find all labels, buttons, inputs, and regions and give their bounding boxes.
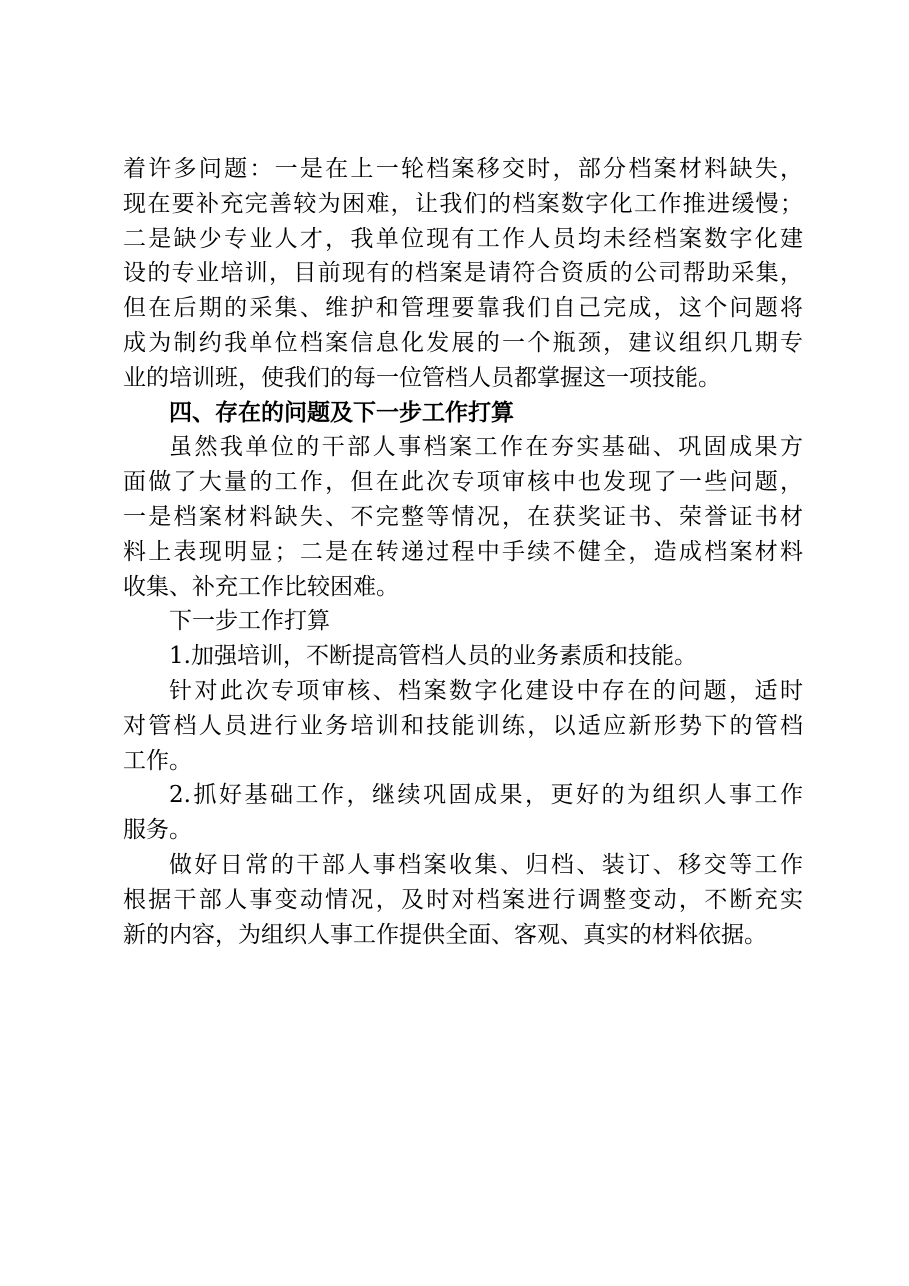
- paragraph-line: 工作。: [123, 747, 192, 774]
- paragraph-line: 业的培训班，使我们的每一位管档人员都掌握这一项技能。: [123, 364, 721, 391]
- document-body: [123, 152, 803, 952]
- section-heading: 四、存在的问题及下一步工作打算: [169, 398, 514, 426]
- paragraph-line: 一是档案材料缺失、不完整等情况，在获奖证书、荣誉证书材: [123, 503, 803, 530]
- numbered-item: 1.加强培训，不断提高管档人员的业务素质和技能。: [169, 643, 697, 670]
- paragraph-line: 新的内容，为组织人事工作提供全面、客观、真实的材料依据。: [123, 921, 767, 948]
- paragraph-line: 针对此次专项审核、档案数字化建设中存在的问题，适时: [169, 677, 803, 704]
- paragraph-line: 成为制约我单位档案信息化发展的一个瓶颈，建议组织几期专: [123, 329, 803, 356]
- paragraph-line: 对管档人员进行业务培训和技能训练，以适应新形势下的管档: [123, 712, 803, 739]
- numbered-item: 2.抓好基础工作，继续巩固成果，更好的为组织人事工作: [169, 782, 803, 809]
- paragraph-line: 二是缺少专业人才，我单位现有工作人员均未经档案数字化建: [123, 225, 803, 252]
- paragraph-line: 做好日常的干部人事档案收集、归档、装订、移交等工作: [169, 851, 803, 878]
- paragraph-line: 设的专业培训，目前现有的档案是请符合资质的公司帮助采集，: [123, 260, 803, 287]
- subheading: 下一步工作打算: [169, 608, 330, 635]
- paragraph-line: 着许多问题：一是在上一轮档案移交时，部分档案材料缺失，: [123, 156, 803, 182]
- numbered-item: 服务。: [123, 817, 192, 844]
- paragraph-line: 现在要补充完善较为困难，让我们的档案数字化工作推进缓慢；: [123, 190, 803, 217]
- paragraph-line: 面做了大量的工作，但在此次专项审核中也发现了一些问题，: [123, 469, 803, 496]
- paragraph-line: 根据干部人事变动情况，及时对档案进行调整变动，不断充实: [123, 886, 803, 913]
- paragraph-line: 但在后期的采集、维护和管理要靠我们自己完成，这个问题将: [123, 295, 803, 322]
- paragraph-line: 虽然我单位的干部人事档案工作在夯实基础、巩固成果方: [169, 434, 803, 461]
- paragraph-line: 料上表现明显；二是在转递过程中手续不健全，造成档案材料: [123, 538, 803, 565]
- paragraph-line: 收集、补充工作比较困难。: [123, 573, 399, 600]
